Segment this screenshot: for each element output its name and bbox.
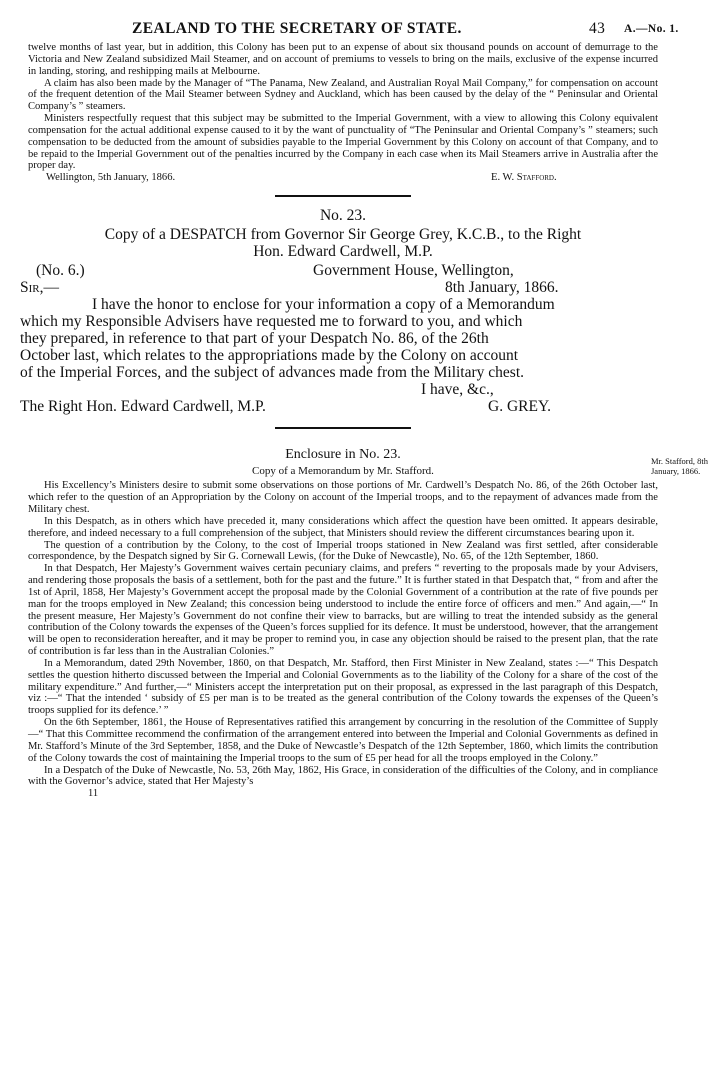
despatch-recipient: The Right Hon. Edward Cardwell, M.P. xyxy=(20,398,266,416)
despatch-ref-row xyxy=(28,262,658,279)
enclosure-paragraph: His Excellency’s Ministers desire to submit some observations on those portions of Mr. Cardwell’s Despatch No. 86, of the 26th October last, which refer to the question of an Appropriation by the Colony on account of the Imperial troops, and to the repayment of advances made from the Military chest. xyxy=(28,480,658,515)
intro-place-date: Wellington, 5th January, 1866. xyxy=(46,172,176,184)
despatch-body-line: I have the honor to enclose for your information a copy of a Memorandum xyxy=(92,296,555,314)
signature-mark: 11 xyxy=(88,788,99,800)
despatch-title-line1: Copy of a DESPATCH from Governor Sir George Grey, K.C.B., to the Right xyxy=(104,226,582,244)
intro-signer: E. W. Stafford. xyxy=(491,172,557,184)
enclosure-title: Enclosure in No. 23. xyxy=(285,447,401,463)
despatch-address: Government House, Wellington, xyxy=(313,262,514,280)
enclosure-text xyxy=(28,480,658,788)
despatch-salutation: Sir,— xyxy=(20,279,59,297)
despatch-body-line: of the Imperial Forces, and the subject of advances made from the Military chest. xyxy=(20,364,525,382)
enclosure-paragraph: In this Despatch, as in others which have preceded it, many considerations which affect the question have been omitted. It appears desirable, therefore, and indeed necessary to a full comprehension of the subject, that Ministers should review the different circumstances bearing upon it. xyxy=(28,515,658,539)
page-header xyxy=(28,20,679,42)
enclosure-paragraph: In a Despatch of the Duke of Newcastle, No. 53, 26th May, 1862, His Grace, in consideration of the difficulties of the Colony, and in compliance with the Governor’s advice, stated that Her Majesty’s xyxy=(28,764,658,788)
document-page xyxy=(20,20,679,800)
page-number: 43 xyxy=(589,20,606,37)
intro-signature xyxy=(28,172,658,185)
despatch-closing-row xyxy=(28,381,658,398)
intro-paragraph: Ministers respectfully request that this subject may be submitted to the Imperial Government, with a view to allowing this Colony equivalent compensation for the actual additional expense caused to it by the want of punctuality of “The Peninsular and Oriental Company’s ” steamers; such compensation to be deducted from the amount of subsidies payable to the Imperial Government by this Colony on account of that Company, and to be repaid to the Imperial Government out of the penalties incurred by the Company in each case when its Mail Steamers arrive in Australia after the proper day. xyxy=(28,113,658,172)
running-title: ZEALAND TO THE SECRETARY OF STATE. xyxy=(132,20,462,37)
intro-paragraph: A claim has also been made by the Manager of “The Panama, New Zealand, and Australian Royal Mail Company,” for compensation on account of the frequent detention of the Mail Steamer between Sydney and Auckland, which has been caused by the delay of the “ Peninsular and Oriental Company’s ” steamers. xyxy=(28,77,658,113)
margin-note-line1: Mr. Stafford, 8th xyxy=(651,456,708,466)
margin-note-line2: January, 1866. xyxy=(651,466,701,476)
despatch-body-line: which my Responsible Advisers have requested me to forward to you, and which xyxy=(20,313,523,331)
despatch-section xyxy=(20,207,658,416)
enclosure-paragraph: On the 6th September, 1861, the House of Representatives ratified this arrangement by concurring in the resolution of the Committee of Supply—“ That this Committee recommend the confirmation of the arrangement entered into between the Imperial and Colonial Governments as defined in Mr. Stafford’s Minute of the 3rd September, 1858, and the Duke of Newcastle’s Despatch of the 12th September, 1860, which limits the contribution of the Colony towards the cost of maintaining the Imperial troops to the sum of £5 per head for all the troops employed in the Colony.” xyxy=(28,717,658,764)
enclosure-subtitle: Copy of a Memorandum by Mr. Stafford. xyxy=(252,465,434,478)
enclosure-paragraph: The question of a contribution by the Colony, to the cost of Imperial troops stationed in New Zealand was first settled, after considerable correspondence, by the Despatch signed by Sir G. Cornewall Lewis, (for the Duke of Newcastle), No. 65, of the 12th September, 1860. xyxy=(28,539,658,563)
despatch-date: 8th January, 1866. xyxy=(445,279,559,297)
despatch-signer: G. GREY. xyxy=(488,398,552,416)
document-reference: A.—No. 1. xyxy=(624,23,679,35)
enclosure-paragraph: In that Despatch, Her Majesty’s Government waives certain pecuniary claims, and prefers “ reverting to the proposals made by your Advisers, and rendering those proposals the basis of a settlement, both for the past and the future.” It is further stated in that Despatch that, “ from and after the 1st of April, 1858, Her Majesty’s Government accept the proposal made by the Colonial Government of a contribution at the rate of five pounds per man for the troops employed in New Zealand; this concession being understood to include the entire force of officers and men.” And again,—“ In the present measure, Her Majesty’s Government do not confine their view to barracks, but are willing to treat the intended subsidy as the general contribution of the Colony towards the expenses of the Queen’s forces supplied for its defence. It must be understood, however, that the arrangement will be open to reconsideration hereafter, and it may be proper to remind you, in case any objection should be raised to the present plan, that the rate of contribution is far less than in the Australian Colonies.” xyxy=(28,563,658,658)
despatch-recipient-row xyxy=(20,398,658,416)
intro-paragraph: twelve months of last year, but in addition, this Colony has been put to an expense of about six thousand pounds on account of demurrage to the Victoria and New Zealand subsidized Mail Steamer, and on account of premiums to vessels to bring on the mails, exclusive of the expense incurred in landing, storing, and reshipping mails at Melbourne. xyxy=(28,42,658,77)
intro-text xyxy=(28,42,658,172)
enclosure-paragraph: In a Memorandum, dated 29th November, 1860, on that Despatch, Mr. Stafford, then First Minister in New Zealand, states :—“ This Despatch settles the question hitherto discussed between the Imperial and Colonial Governments as to the liability of the Colony for a share of the cost of the military expenditure.” And further,—“ Ministers accept the interpretation put on their proposal, as expressed in the last paragraph of this Despatch, viz :—“ That the intended ‘ subsidy of £5 per man is to be treated as the general contribution of the Colony towards the expenses of the Queen’s troops supplied for its defence.’ ” xyxy=(28,657,658,717)
despatch-ref-number: (No. 6.) xyxy=(36,262,85,280)
despatch-salutation-row xyxy=(20,279,658,297)
section-divider xyxy=(275,427,411,429)
despatch-body-line: they prepared, in reference to that part of your Despatch No. 86, of the 26th xyxy=(20,330,489,348)
despatch-number: No. 23. xyxy=(319,207,367,225)
despatch-closing: I have, &c., xyxy=(421,381,494,399)
despatch-title-line2: Hon. Edward Cardwell, M.P. xyxy=(253,243,433,261)
despatch-body-line: October last, which relates to the appropriations made by the Colony on account xyxy=(20,347,519,365)
section-divider xyxy=(275,195,411,197)
